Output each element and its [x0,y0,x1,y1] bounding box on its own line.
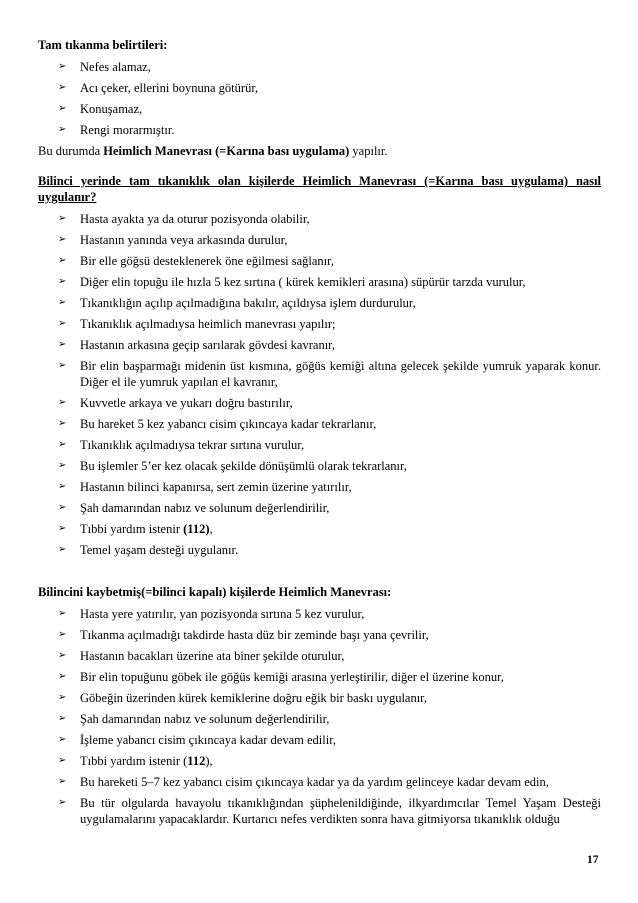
list-item: ➢ Tıkanıklık açılmadıysa tekrar sırtına vurulur, [58,438,305,452]
arrowhead-bullet-icon: ➢ [58,755,67,766]
list-item: ➢ Hasta yere yatırılır, yan pozisyonda sırtına 5 kez vurulur, [58,607,365,621]
arrowhead-bullet-icon: ➢ [58,418,67,429]
list-item: ➢ Bu hareket 5 kez yabancı cisim çıkıncaya kadar tekrarlanır, [58,417,377,431]
list-item: ➢ Tıkanıklık açılmadıysa heimlich manevrası yapılır; [58,317,336,331]
list-item-emergency-call: ➢ Tıbbi yardım istenir (112), [58,522,213,536]
arrowhead-bullet-icon: ➢ [58,460,67,471]
list-item: ➢ Bir elin başparmağı midenin üst kısmına, göğüs kemiği altına gelecek şekilde yumruk yaparak konur. Diğer el ile yumruk yapılan el kavranır, [58,359,601,389]
arrowhead-bullet-icon: ➢ [58,650,67,661]
arrowhead-bullet-icon: ➢ [58,608,67,619]
list-item: ➢ Bu işlemler 5’er kez olacak şekilde dönüşümlü olarak tekrarlanır, [58,459,407,473]
list-item: ➢ Bu tür olgularda havayolu tıkanıklığından şüphelenildiğinde, ilkyardımcılar Temel Yaşam Desteği uygulamalarını yapacaklardır. Kurtarıcı nefes verdikten sonra hava gitmiyorsa tıkanıklık olduğu [58,796,601,826]
section-title-unconscious-heimlich: Bilincini kaybetmiş(=bilinci kapalı) kişilerde Heimlich Manevrası: [38,585,392,599]
arrowhead-bullet-icon: ➢ [58,502,67,513]
list-item: ➢ Şah damarından nabız ve solunum değerlendirilir, [58,712,330,726]
arrowhead-bullet-icon: ➢ [58,797,67,808]
arrowhead-bullet-icon: ➢ [58,297,67,308]
unconscious-steps-list [38,606,601,827]
list-item: ➢ Tıkanıklığın açılıp açılmadığına bakılır, açıldıysa işlem durdurulur, [58,296,416,310]
list-item: ➢ Tıkanma açılmadığı takdirde hasta düz bir zeminde başı yana çevrilir, [58,628,429,642]
arrowhead-bullet-icon: ➢ [58,255,67,266]
list-item: ➢ Bir elle göğsü desteklenerek öne eğilmesi sağlanır, [58,254,334,268]
arrowhead-bullet-icon: ➢ [58,61,67,72]
arrowhead-bullet-icon: ➢ [58,523,67,534]
list-item: ➢ Bir elin topuğunu göbek ile göğüs kemiği arasına yerleştirilir, diğer el üzerine konur, [58,670,504,684]
heimlich-note: Bu durumda Heimlich Manevrası (=Karına bası uygulama) yapılır. [38,144,388,158]
arrowhead-bullet-icon: ➢ [58,103,67,114]
arrowhead-bullet-icon: ➢ [58,671,67,682]
list-item-emergency-call: ➢ Tıbbi yardım istenir (112), [58,754,213,768]
symptom-list [38,59,601,138]
arrowhead-bullet-icon: ➢ [58,360,67,371]
arrowhead-bullet-icon: ➢ [58,124,67,135]
arrowhead-bullet-icon: ➢ [58,439,67,450]
list-item: ➢ Hastanın arkasına geçip sarılarak gövdesi kavranır, [58,338,335,352]
arrowhead-bullet-icon: ➢ [58,318,67,329]
list-item: ➢ Temel yaşam desteği uygulanır. [58,543,239,557]
arrowhead-bullet-icon: ➢ [58,481,67,492]
heimlich-note-bold: Heimlich Manevrası (=Karına bası uygulama) [103,144,350,158]
list-item: ➢ Nefes alamaz, [58,60,151,74]
list-item: ➢ Kuvvetle arkaya ve yukarı doğru bastırılır, [58,396,293,410]
arrowhead-bullet-icon: ➢ [58,544,67,555]
page-content [38,37,601,832]
arrowhead-bullet-icon: ➢ [58,629,67,640]
list-item: ➢ Göbeğin üzerinden kürek kemiklerine doğru eğik bir baskı uygulanır, [58,691,427,705]
arrowhead-bullet-icon: ➢ [58,276,67,287]
arrowhead-bullet-icon: ➢ [58,692,67,703]
arrowhead-bullet-icon: ➢ [58,82,67,93]
list-item: ➢ Hasta ayakta ya da oturur pozisyonda olabilir, [58,212,310,226]
arrowhead-bullet-icon: ➢ [58,213,67,224]
page-number: 17 [587,854,599,866]
arrowhead-bullet-icon: ➢ [58,339,67,350]
arrowhead-bullet-icon: ➢ [58,776,67,787]
list-item: ➢ Bu hareketi 5–7 kez yabancı cisim çıkıncaya kadar ya da yardım gelinceye kadar devam edin, [58,775,549,789]
list-item: ➢ Hastanın bilinci kapanırsa, sert zemin üzerine yatırılır, [58,480,352,494]
list-item: ➢ Şah damarından nabız ve solunum değerlendirilir, [58,501,330,515]
list-item: ➢ İşleme yabancı cisim çıkıncaya kadar devam edilir, [58,733,336,747]
list-item: ➢ Rengi morarmıştır. [58,123,175,137]
list-item: ➢ Hastanın bacakları üzerine ata biner şekilde oturulur, [58,649,345,663]
arrowhead-bullet-icon: ➢ [58,234,67,245]
conscious-steps-list [38,211,601,558]
arrowhead-bullet-icon: ➢ [58,713,67,724]
list-item: ➢ Konuşamaz, [58,102,143,116]
section-title-full-obstruction-signs: Tam tıkanma belirtileri: [38,38,168,52]
arrowhead-bullet-icon: ➢ [58,397,67,408]
arrowhead-bullet-icon: ➢ [58,734,67,745]
section-title-conscious-heimlich: Bilinci yerinde tam tıkanıklık olan kişilerde Heimlich Manevrası (=Karına bası uygulama) nasıl uygulanır? [38,174,601,204]
list-item: ➢ Hastanın yanında veya arkasında durulur, [58,233,288,247]
list-item: ➢ Diğer elin topuğu ile hızla 5 kez sırtına ( kürek kemikleri arasına) süpürür tarzda vurulur, [58,275,526,289]
list-item: ➢ Acı çeker, ellerini boynuna götürür, [58,81,259,95]
